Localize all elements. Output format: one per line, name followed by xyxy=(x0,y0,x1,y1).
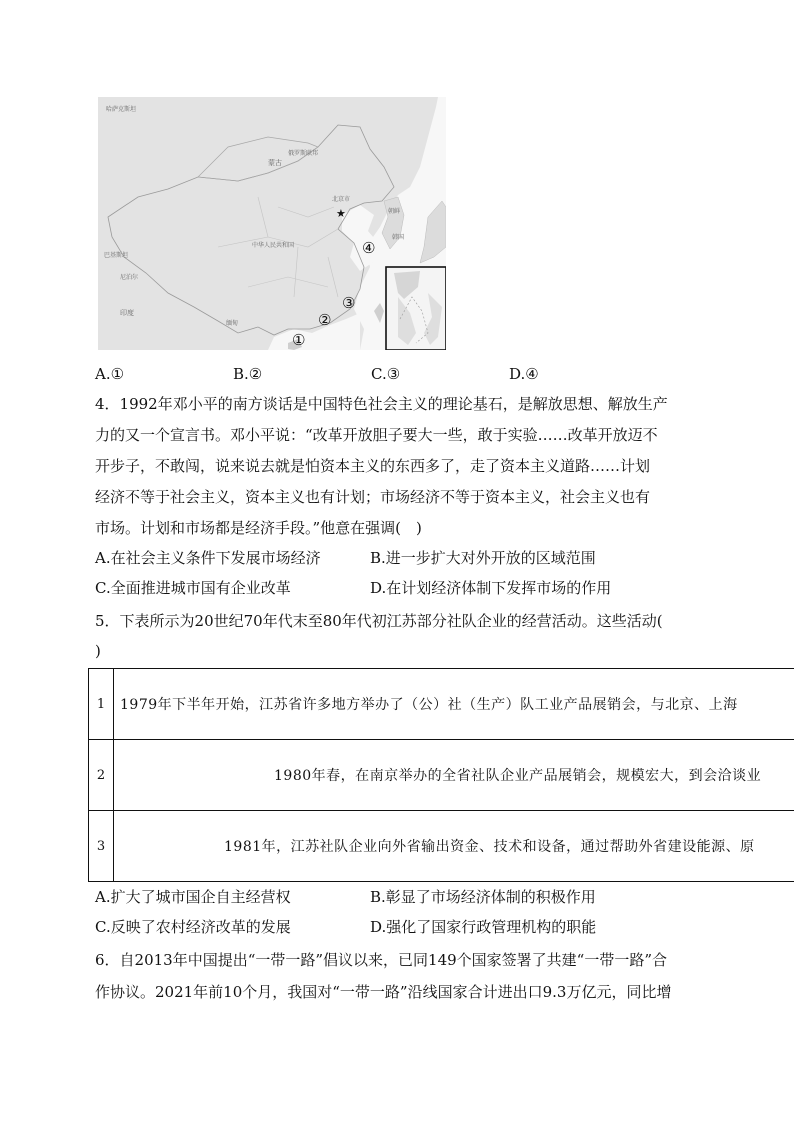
map-label-beijing: 北京市 xyxy=(332,196,351,203)
table-cell-num: 1 xyxy=(89,669,114,740)
beijing-star-icon: ★ xyxy=(336,207,346,220)
q5-line-2: ) xyxy=(95,642,101,660)
table-cell-text: 1979年下半年开始，江苏省许多地方举办了（公）社（生产）队工业产品展销会，与北京、上海 xyxy=(114,669,794,740)
q4-option-a[interactable]: A.在社会主义条件下发展市场经济 xyxy=(95,549,321,567)
q4-line-3: 开步子，不敢闯，说来说去就是怕资本主义的东西多了，走了资本主义道路……计划 xyxy=(95,457,651,475)
q3-option-a[interactable]: A.① xyxy=(95,365,125,383)
q5-option-b[interactable]: B.彰显了市场经济体制的积极作用 xyxy=(370,888,596,906)
table-cell-num: 2 xyxy=(89,740,114,811)
table-cell-text: 1981年，江苏社队企业向外省输出资金、技术和设备，通过帮助外省建设能源、原 xyxy=(114,811,794,882)
q4-line-5: 市场。计划和市场都是经济手段。”他意在强调( ) xyxy=(95,519,422,537)
map-label-nepal: 尼泊尔 xyxy=(120,274,139,281)
marker-3: ③ xyxy=(342,294,356,312)
q5-line-1: 5．下表所示为20世纪70年代末至80年代初江苏部分社队企业的经营活动。这些活动( xyxy=(95,612,663,630)
map-label-india: 印度 xyxy=(120,309,134,317)
marker-2: ② xyxy=(318,311,332,329)
map-label-kazakhstan: 哈萨克斯坦 xyxy=(106,106,137,113)
table-row xyxy=(89,669,794,740)
table-row xyxy=(89,740,794,811)
q4-line-1: 4．1992年邓小平的南方谈话是中国特色社会主义的理论基石，是解放思想、解放生产 xyxy=(95,395,668,413)
q4-line-4: 经济不等于社会主义，资本主义也有计划；市场经济不等于资本主义，社会主义也有 xyxy=(95,488,651,506)
table-cell-num: 3 xyxy=(89,811,114,882)
map-label-north-korea: 朝鲜 xyxy=(388,208,401,215)
q3-option-c[interactable]: C.③ xyxy=(371,365,401,383)
q5-option-c[interactable]: C.反映了农村经济改革的发展 xyxy=(95,918,291,936)
q3-option-d[interactable]: D.④ xyxy=(509,365,539,383)
q5-option-d[interactable]: D.强化了国家行政管理机构的职能 xyxy=(370,918,597,936)
q4-option-c[interactable]: C.全面推进城市国有企业改革 xyxy=(95,579,291,597)
map-label-pakistan: 巴基斯坦 xyxy=(104,252,129,259)
q6-line-2: 作协议。2021年前10个月，我国对“一带一路”沿线国家合计进出口9.3万亿元，同比增 xyxy=(95,983,672,1001)
q4-option-b[interactable]: B.进一步扩大对外开放的区域范围 xyxy=(370,549,596,567)
q5-option-a[interactable]: A.扩大了城市国企自主经营权 xyxy=(95,888,291,906)
q4-option-d[interactable]: D.在计划经济体制下发挥市场的作用 xyxy=(370,579,612,597)
map-label-south-korea: 韩国 xyxy=(392,234,405,241)
q3-option-b[interactable]: B.② xyxy=(233,365,263,383)
map-label-china: 中华人民共和国 xyxy=(252,242,295,249)
map-figure xyxy=(98,97,446,350)
table-cell-text: 1980年春，在南京举办的全省社队企业产品展销会，规模宏大，到会洽谈业 xyxy=(114,740,794,811)
table-row xyxy=(89,811,794,882)
q6-line-1: 6．自2013年中国提出“一带一路”倡议以来，已同149个国家签署了共建“一带一路”合 xyxy=(95,951,668,969)
marker-1: ① xyxy=(292,331,306,349)
q5-table xyxy=(88,668,794,882)
map-label-mongolia: 蒙古 xyxy=(268,159,282,167)
map-label-myanmar: 缅甸 xyxy=(226,320,239,327)
q4-line-2: 力的又一个宣言书。邓小平说：“改革开放胆子要大一些，敢于实验……改革开放迈不 xyxy=(95,426,658,444)
map-label-russia: 俄罗斯联邦 xyxy=(288,150,319,157)
marker-4: ④ xyxy=(362,239,376,257)
